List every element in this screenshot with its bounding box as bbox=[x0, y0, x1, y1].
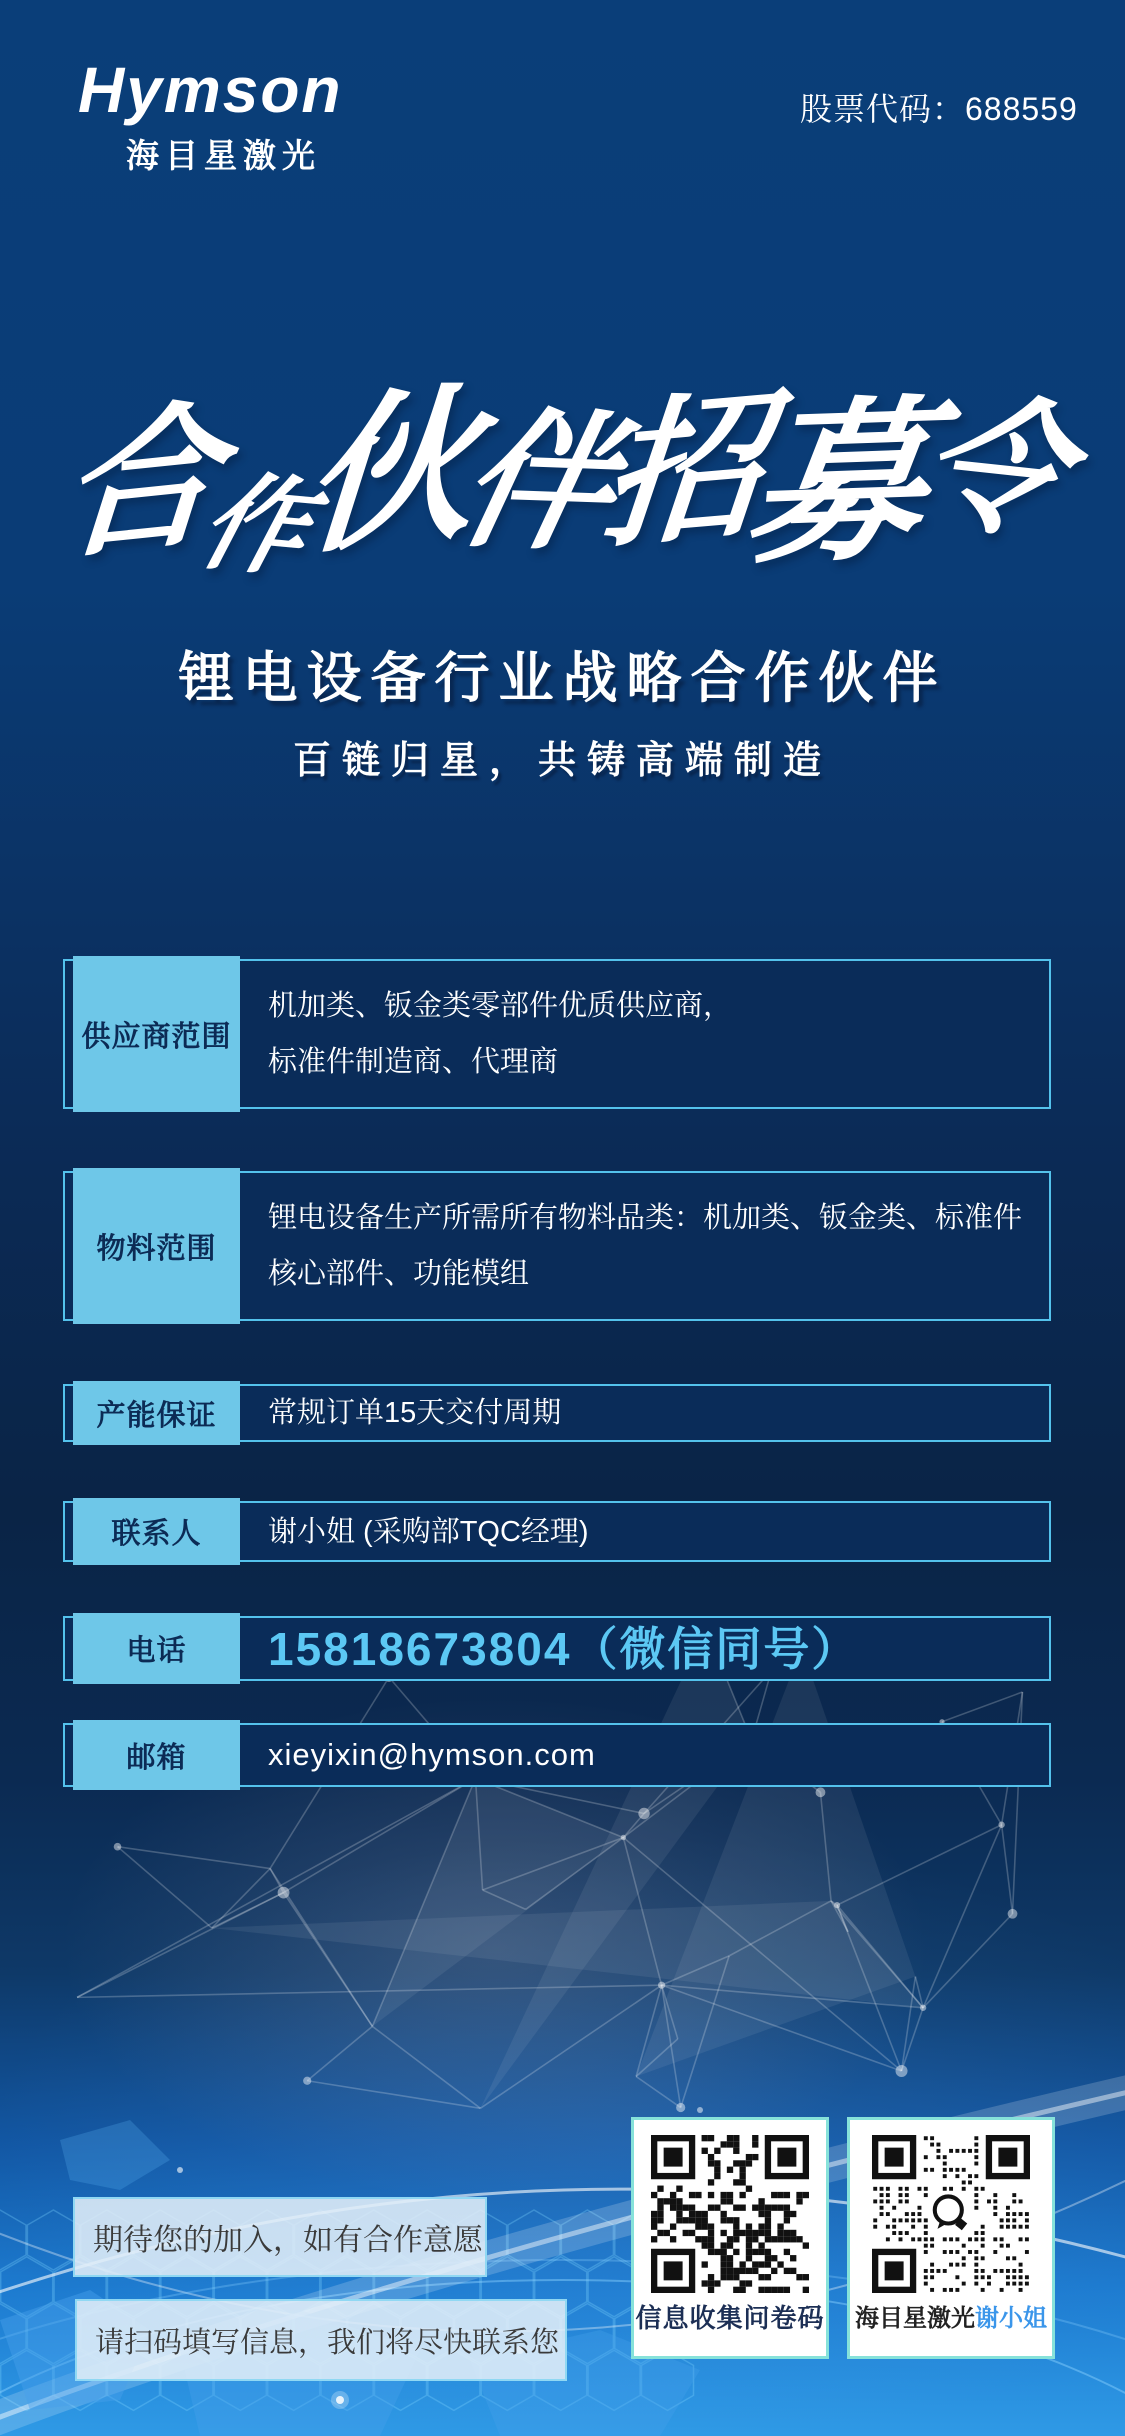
row-content bbox=[268, 1720, 1035, 1790]
row-label: 邮箱 bbox=[73, 1720, 240, 1790]
row-content bbox=[268, 1381, 1035, 1445]
row-value-line: 标准件制造商、代理商 bbox=[268, 1046, 559, 1078]
info-row-email bbox=[63, 1720, 1051, 1790]
qr-card-questionnaire bbox=[631, 2117, 829, 2359]
qr-caption-wechat bbox=[850, 2298, 1052, 2333]
row-content bbox=[268, 956, 1035, 1112]
row-label: 电话 bbox=[73, 1613, 240, 1684]
row-value-line: 常规订单15天交付周期 bbox=[268, 1397, 562, 1429]
row-label: 物料范围 bbox=[73, 1168, 240, 1324]
row-value-line: 锂电设备生产所需所有物料品类：机加类、钣金类、标准件 bbox=[268, 1202, 1023, 1234]
poster-subtitle: 锂电设备行业战略合作伙伴 bbox=[178, 647, 947, 709]
header-logo bbox=[78, 54, 343, 177]
email-value: xieyixin@hymson.com bbox=[268, 1737, 596, 1772]
logo-chinese-name: 海目星激光 bbox=[126, 137, 321, 174]
footer-message-scan: 请扫码填写信息，我们将尽快联系您 bbox=[75, 2299, 567, 2381]
qr-card-wechat-contact bbox=[847, 2117, 1055, 2359]
logo-wordmark: Hymson bbox=[78, 54, 343, 126]
info-row-material-scope bbox=[63, 1168, 1051, 1324]
info-row-capacity-guarantee bbox=[63, 1381, 1051, 1445]
qr-caption-company: 海目星激光 bbox=[855, 2305, 975, 2332]
info-row-contact-person bbox=[63, 1498, 1051, 1565]
footer-message-join: 期待您的加入，如有合作意愿 bbox=[73, 2197, 487, 2277]
row-content bbox=[268, 1498, 1035, 1565]
row-label: 联系人 bbox=[73, 1498, 240, 1565]
info-row-supplier-scope bbox=[63, 956, 1051, 1112]
row-content bbox=[268, 1168, 1035, 1324]
qr-caption-questionnaire: 信息收集问卷码 bbox=[635, 2303, 825, 2333]
qr-caption-contact-name: 谢小姐 bbox=[975, 2305, 1047, 2332]
row-label: 供应商范围 bbox=[73, 956, 240, 1112]
info-row-phone bbox=[63, 1613, 1051, 1684]
row-label: 产能保证 bbox=[73, 1381, 240, 1445]
wechat-bubble-icon bbox=[928, 2191, 974, 2237]
poster-title: 合作伙伴招募令 bbox=[55, 369, 1089, 590]
row-value-line: 谢小姐 (采购部TQC经理) bbox=[268, 1515, 589, 1548]
poster-tagline: 百链归星，共铸高端制造 bbox=[292, 740, 832, 782]
row-content bbox=[268, 1613, 1035, 1684]
questionnaire-qr-code bbox=[651, 2135, 809, 2293]
phone-number-value: 15818673804（微信同号） bbox=[268, 1622, 860, 1675]
row-value-line: 机加类、钣金类零部件优质供应商， bbox=[268, 990, 733, 1022]
stock-code-label: 股票代码：688559 bbox=[800, 91, 1078, 127]
row-value-line: 核心部件、功能模组 bbox=[268, 1258, 530, 1290]
wechat-qr-code bbox=[872, 2135, 1030, 2293]
